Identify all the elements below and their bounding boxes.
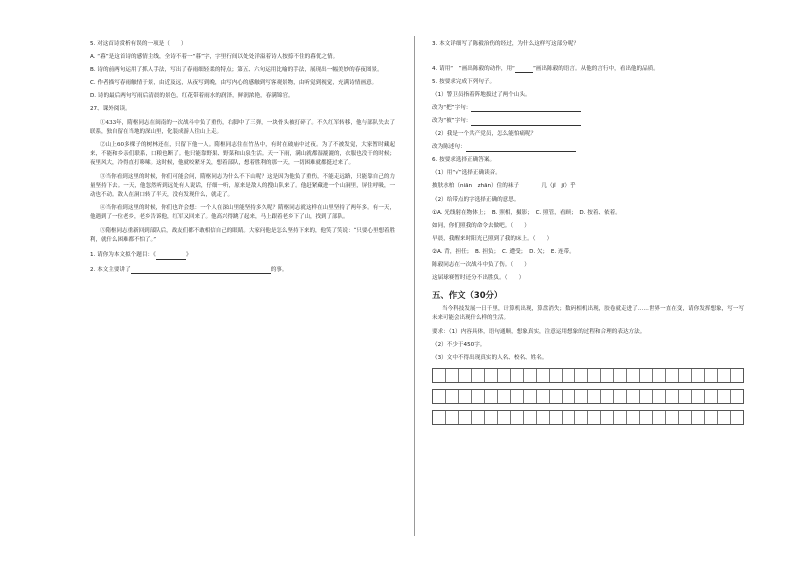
grid-row <box>432 389 744 404</box>
answer-blank[interactable] <box>471 119 581 126</box>
grid-cell[interactable] <box>563 369 576 382</box>
essay-requirement-3: （3）文中不得出现真实的人名、校名、姓名。 <box>432 354 548 361</box>
grid-cell[interactable] <box>550 390 563 403</box>
grid-cell[interactable] <box>472 411 485 424</box>
grid-cell[interactable] <box>666 390 679 403</box>
grid-cell[interactable] <box>433 390 446 403</box>
q5-stem: 5. 对这首诗赏析有误的一项是（ ） <box>90 41 187 47</box>
grid-cell[interactable] <box>537 411 550 424</box>
section-title-composition: 五、作文（30分） <box>432 289 503 300</box>
grid-cell[interactable] <box>731 390 743 403</box>
grid-cell[interactable] <box>446 411 459 424</box>
grid-cell[interactable] <box>718 390 731 403</box>
grid-cell[interactable] <box>472 369 485 382</box>
grid-cell[interactable] <box>459 390 472 403</box>
grid-cell[interactable] <box>705 390 718 403</box>
sentence-2-declarative: 改为陈述句： <box>432 143 744 152</box>
answer-blank[interactable] <box>131 267 271 274</box>
grid-cell[interactable] <box>511 411 524 424</box>
question-5: 5. 按要求完成下列句子。 <box>432 78 496 85</box>
q6-options-1: ①A. 光线射在物体上； B. 照相，摄影； C. 照管，看顾； D. 按着、依着。 <box>432 209 621 216</box>
grid-cell[interactable] <box>705 411 718 424</box>
left-column <box>90 40 395 279</box>
grid-cell[interactable] <box>511 369 524 382</box>
grid-cell[interactable] <box>692 411 705 424</box>
grid-cell[interactable] <box>588 390 601 403</box>
grid-cell[interactable] <box>653 369 666 382</box>
answer-blank[interactable] <box>466 145 576 152</box>
q6-sentence-3: 陈毅同志在一次战斗中负了伤。（ ） <box>432 262 530 268</box>
q6-sentence-1: 如同，你们照我的命令去做吧。（ ） <box>432 222 530 229</box>
grid-row <box>432 410 744 425</box>
question-3: 3. 本文详细写了陈毅治伤的经过，为什么这样写这部分呢？ <box>432 41 579 47</box>
essay-requirement-1: 要求：（1）内容具体，语句通顺，想象真实，注意运用想象的过程和合理的表达方法。 <box>432 328 646 335</box>
essay-requirement-2: （2）不少于450字。 <box>432 341 486 348</box>
grid-cell[interactable] <box>550 411 563 424</box>
grid-cell[interactable] <box>511 390 524 403</box>
grid-cell[interactable] <box>731 369 743 382</box>
q5-option-c: C. 作者描写春雨触情于景，由近及远，从夜写到晚，由写内心的感触到写客观景物，由听觉到视觉，充满诗情画意。 <box>90 80 378 87</box>
grid-cell[interactable] <box>537 390 550 403</box>
grid-cell[interactable] <box>679 390 692 403</box>
question-6: 6. 按要求选择正确答案。 <box>432 157 496 164</box>
grid-cell[interactable] <box>614 411 627 424</box>
grid-cell[interactable] <box>485 390 498 403</box>
grid-cell[interactable] <box>459 411 472 424</box>
q6-part-1: （1）用“√”选择正确读音。 <box>432 170 501 177</box>
grid-cell[interactable] <box>679 369 692 382</box>
grid-cell[interactable] <box>588 369 601 382</box>
grid-cell[interactable] <box>472 390 485 403</box>
grid-cell[interactable] <box>563 411 576 424</box>
grid-cell[interactable] <box>640 390 653 403</box>
grid-cell[interactable] <box>524 369 537 382</box>
grid-cell[interactable] <box>588 411 601 424</box>
grid-cell[interactable] <box>485 369 498 382</box>
q5-option-d: D. 诗的最后两句写雨后清晨的景色，红花带着雨水的润泽，鲜润浓艳，春满锦官。 <box>90 93 294 100</box>
grid-cell[interactable] <box>601 369 614 382</box>
grid-cell[interactable] <box>627 369 640 382</box>
q6-sentence-4: 这届球赛暂时还分不出胜负。（ ） <box>432 275 525 282</box>
grid-cell[interactable] <box>498 390 511 403</box>
grid-cell[interactable] <box>524 390 537 403</box>
reading-paragraph-1: ①433年，隋枢同志在闽南的一次战斗中负了重伤，右脚中了三弹，一块骨头被打碎了。不久红军转移，他与部队失去了联系，独自留在当地的深山里，化装成游人往山上走。 <box>90 119 395 135</box>
grid-cell[interactable] <box>705 369 718 382</box>
answer-blank[interactable] <box>515 66 533 73</box>
q6-pronunciation: 披肤水柏（niān zhān）住的袜子 几（jǐ jī）乎 <box>432 183 576 190</box>
reading-paragraph-2: ②山上60多棵子的树林还在，只留下他一人。隋枢同志住在竹丛中，有时在破庙中过夜。为了不被发觉，大家暂时藏起来，不能和乡亲们联系，口粮也断了。他只能靠野果、野菜和山泉生活。天一下雨，满山就都湿漉漉的，衣服也没干的时候；夜里风大，冷得直打哆嗦。这时候，他就咬紧牙关，想着部队，想着胜利的那一天，一切困难就都挺过来了。 <box>90 141 395 167</box>
grid-cell[interactable] <box>640 411 653 424</box>
grid-cell[interactable] <box>627 390 640 403</box>
q27-title: 27、课外阅读。 <box>90 106 131 113</box>
grid-cell[interactable] <box>679 411 692 424</box>
grid-cell[interactable] <box>524 411 537 424</box>
grid-cell[interactable] <box>653 411 666 424</box>
sentence-1-bei: 改为“被”字句： <box>432 117 744 126</box>
grid-cell[interactable] <box>627 411 640 424</box>
grid-cell[interactable] <box>601 411 614 424</box>
grid-cell[interactable] <box>485 411 498 424</box>
essay-prompt: 当今科技发展一日千里，计算机出现，算盘消失；数码相机出现，胶卷就走进了……世界一直在变，请你发挥想象，写一写未来可能会出现什么样的生活。 <box>432 306 744 322</box>
grid-cell[interactable] <box>433 369 446 382</box>
grid-cell[interactable] <box>459 369 472 382</box>
grid-cell[interactable] <box>718 411 731 424</box>
right-column <box>432 40 744 425</box>
question-1: 1. 请你为本文拟个题目：《 》 <box>90 252 192 258</box>
grid-cell[interactable] <box>614 390 627 403</box>
question-2: 2. 本文主要讲了 的事。 <box>90 266 288 273</box>
grid-row <box>432 368 744 383</box>
grid-cell[interactable] <box>563 390 576 403</box>
q6-sentence-2: 早晨，我醒来时阳光已照到了我的床上。（ ） <box>432 235 553 242</box>
grid-cell[interactable] <box>446 390 459 403</box>
grid-cell[interactable] <box>718 369 731 382</box>
essay-writing-grid[interactable] <box>432 368 744 425</box>
sentence-2: （2）我是一个共产党员，怎么能怕痛呢？ <box>432 131 537 138</box>
grid-cell[interactable] <box>666 411 679 424</box>
q6-options-2: ②A. 背，担任； B. 担负； C. 遭受； D. 欠； E. 连带。 <box>432 248 575 255</box>
grid-cell[interactable] <box>498 369 511 382</box>
grid-cell[interactable] <box>575 369 588 382</box>
q5-option-b: B. 诗的前两句运用了抓人手法，写出了春雨细轻柔的特点；第五、六句运用比喻的手法，展现出一幅美妙的春夜图景。 <box>90 67 383 74</box>
grid-cell[interactable] <box>433 411 446 424</box>
q5-option-a: A. “暮”是这首诗的感情主线，全诗不着一“暮”字，字里行间以处处洋溢着诗人按捺不住的暮优之情。 <box>90 54 339 61</box>
grid-cell[interactable] <box>640 369 653 382</box>
grid-cell[interactable] <box>653 390 666 403</box>
grid-cell[interactable] <box>692 390 705 403</box>
answer-blank[interactable] <box>156 253 186 260</box>
grid-cell[interactable] <box>692 369 705 382</box>
grid-cell[interactable] <box>498 411 511 424</box>
sentence-1-ba: 改为“把”字句： <box>432 104 744 113</box>
grid-cell[interactable] <box>666 369 679 382</box>
grid-cell[interactable] <box>614 369 627 382</box>
reading-paragraph-4: ④当你看到这里的时候，你们也许会想：一个人在深山里能坚持多久呢？隋枢同志就这样在山里坚持了两年多。有一天，他遇到了一位老乡，老乡告诉他，红军又回来了。他高兴得跳了起来，马上跟着老乡下了山，找到了部队。 <box>90 205 395 221</box>
grid-cell[interactable] <box>731 411 743 424</box>
grid-cell[interactable] <box>575 411 588 424</box>
column-divider <box>414 36 415 536</box>
grid-cell[interactable] <box>550 369 563 382</box>
grid-cell[interactable] <box>446 369 459 382</box>
reading-paragraph-3: ③当你看到这里的时候，你们可能会问，隋枢同志为什么不下山呢？这是因为他负了重伤，不能走远路，只能靠自己的力量坚持下去。一天，他忽然听到远处有人说话，仔细一听，原来是敌人的搜山队来了。他赶紧藏进一个山洞里，屏住呼吸，一动也不动。敌人在洞口转了半天，没有发现什么，就走了。 <box>90 173 395 198</box>
grid-cell[interactable] <box>537 369 550 382</box>
reading-paragraph-5: ⑤隋枢同志重新回到部队后，战友们都不敢相信自己的眼睛。大家问他是怎么坚持下来的，他笑了笑说：“只要心里想着胜利，就什么困难都不怕了。” <box>90 227 395 243</box>
q6-part-2: （2）给带点的字选择正确的意思。 <box>432 196 520 203</box>
grid-cell[interactable] <box>601 390 614 403</box>
answer-blank[interactable] <box>471 105 581 112</box>
sentence-1: （1）警卫员指着阵地拔过了两个山头。 <box>432 91 531 98</box>
question-4: 4. 请用“ ”画出陈毅的动作，用“ ”画出陈毅的语言。从他的言行中，看出他的品质。 <box>432 65 659 72</box>
grid-cell[interactable] <box>575 390 588 403</box>
